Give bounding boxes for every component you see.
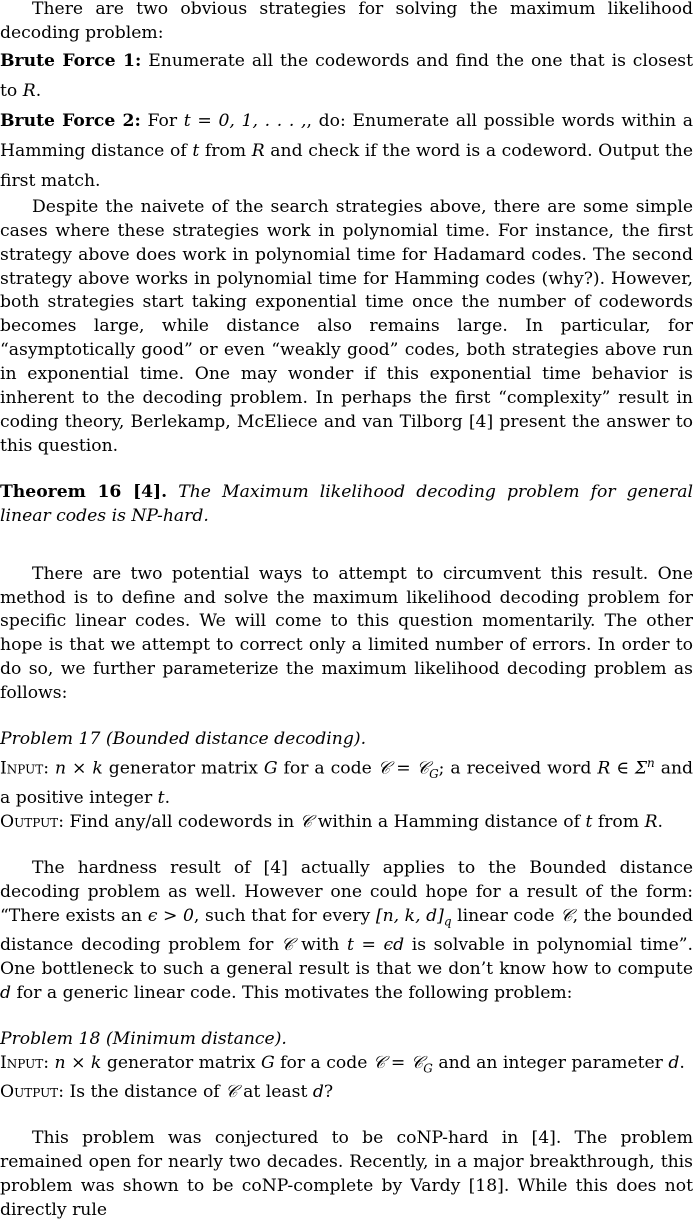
text: generator matrix <box>108 758 258 779</box>
math-r-in-sigma: R ∈ Σ <box>597 758 648 779</box>
var-g: G <box>260 1052 275 1073</box>
text: within a Hamming distance of <box>317 811 580 832</box>
math-eps: ϵ > 0 <box>147 905 194 926</box>
circumvent-paragraph: There are two potential ways to attempt to circumvent this result. One method is to define and solve the maximum likelihood decoding problem for specific linear codes. We will come to this question momentarily. The other hope is that we attempt to correct only a limited number of errors. In order to do so, we further parameterize the maximum likelihood decoding problem as follows: <box>0 563 693 704</box>
text: and an integer parameter <box>438 1052 663 1073</box>
intro-paragraph: There are two obvious strategies for solving the maximum likelihood decoding problem: <box>0 0 693 43</box>
problem-17-title: Problem 17 (Bounded distance decoding). <box>0 729 367 750</box>
brute-force-2-text-a: For <box>147 110 178 131</box>
brute-force-2 <box>0 106 693 196</box>
var-d: d <box>312 1081 324 1102</box>
var-r: R <box>22 80 36 101</box>
text: is solvable in polynomial time”. One bottleneck to such a general result is that we don’t know how to compute <box>0 934 693 979</box>
subscript-g: G <box>429 767 439 782</box>
code-symbol: 𝒞 <box>299 811 313 832</box>
input-label: Input: <box>0 1052 50 1073</box>
subscript-g: G <box>423 1061 433 1076</box>
code-symbol: 𝒞 = 𝒞 <box>372 1052 424 1073</box>
brute-force-2-label: Brute Force 2: <box>0 110 141 131</box>
text: ; a received word <box>438 758 592 779</box>
text: generator matrix <box>106 1052 256 1073</box>
output-label: Output: <box>0 1081 64 1102</box>
math-nxk: n × k <box>55 758 103 779</box>
math-nkd: [n, k, d] <box>375 905 444 926</box>
code-symbol: 𝒞 <box>560 905 573 926</box>
text: , the bounded distance decoding problem for <box>0 905 693 955</box>
math-t-range: t = 0, 1, . . . , <box>183 110 307 131</box>
input-label: Input: <box>0 758 50 779</box>
brute-force-1-text: Enumerate all the codewords and find the one that is closest to <box>0 50 693 101</box>
problem-18-input: Input: n × k generator matrix G for a code 𝒞 = 𝒞$_G$ and an integer parameter d. <box>0 1052 685 1076</box>
var-g: G <box>263 758 278 779</box>
output-label: Output: <box>0 811 64 832</box>
math-nxk: n × k <box>54 1052 102 1073</box>
problem-18-title: Problem 18 (Minimum distance). <box>0 1028 287 1049</box>
conp-paragraph: This problem was conjectured to be coNP-hard in [4]. The problem remained open for nearly two decades. Recently, in a major breakthrough, this problem was shown to be coNP-complete by Vardy [18]. While this does not directly rule <box>0 1127 693 1220</box>
theorem-statement: The Maximum likelihood decoding problem for general linear codes is NP-hard. <box>0 481 693 526</box>
superscript-n: n <box>647 755 655 770</box>
brute-force-2-text-b: , do: Enumerate all possible words within a Hamming distance of <box>0 110 693 161</box>
brute-force-1-label: Brute Force 1: <box>0 50 142 71</box>
subscript-q: q <box>443 914 452 929</box>
code-symbol: 𝒞 <box>280 934 294 955</box>
brute-force-2-text-d: and check if the word is a codeword. Output the first match. <box>0 140 693 191</box>
math-t-eq-eps-d: t = ϵd <box>346 934 405 955</box>
var-r: R <box>644 811 658 832</box>
text: Is the distance of <box>69 1081 220 1102</box>
brute-force-1: Brute Force 1: Enumerate all the codewords and find the one that is closest to R. <box>0 50 693 101</box>
text: linear code <box>457 905 555 926</box>
text: for a code <box>283 758 372 779</box>
text: at least <box>243 1081 308 1102</box>
text: The hardness result of [4] actually applies to the Bounded distance decoding problem as well. However one could hope for a result of the form: “There exists an <box>0 857 693 926</box>
theorem-16 <box>0 481 693 529</box>
var-t: t <box>157 788 165 809</box>
var-t: t <box>192 140 200 161</box>
text: with <box>301 934 340 955</box>
code-symbol: 𝒞 = 𝒞 <box>377 758 430 779</box>
problem-17-output: Output: Find any/all codewords in 𝒞 within a Hamming distance of t from R. <box>0 811 663 832</box>
problem-18-output: Output: Is the distance of 𝒞 at least d? <box>0 1081 334 1102</box>
problem-17-input: Input: n × k generator matrix G for a code 𝒞 = 𝒞$_G$; a received word R ∈ $\Sigma^n$ and a positive integer t. <box>0 755 693 809</box>
code-symbol: 𝒞 <box>225 1081 238 1102</box>
var-t: t <box>585 811 593 832</box>
theorem-label: Theorem 16 [4]. <box>0 481 168 502</box>
text: for a generic linear code. This motivates the following problem: <box>16 982 573 1003</box>
var-r: R <box>251 140 265 161</box>
text: for a code <box>280 1052 368 1073</box>
text: , such that for every <box>193 905 371 926</box>
text: and a positive integer <box>0 758 693 809</box>
brute-force-2-text-c: from <box>204 140 247 161</box>
var-d: d <box>668 1052 680 1073</box>
text: from <box>597 811 640 832</box>
naivete-paragraph: Despite the naivete of the search strategies above, there are some simple cases where these strategies work in polynomial time. For instance, the first strategy above does work in polynomial time for Hadamard codes. The second strategy above works in polynomial time for Hamming codes (why?). However, both strategies start taking exponential time once the number of codewords becomes large, while distance also remains large. In particular, for “asymptotically good” or even “weakly good” codes, both strategies above run in exponential time. One may wonder if this exponential time behavior is inherent to the decoding problem. In perhaps the first “complexity” result in coding theory, Berlekamp, McEliece and van Tilborg [4] present the answer to this question. <box>0 196 693 456</box>
var-d: d <box>0 982 12 1003</box>
text: Find any/all codewords in <box>69 811 295 832</box>
hardness-paragraph <box>0 857 693 1006</box>
